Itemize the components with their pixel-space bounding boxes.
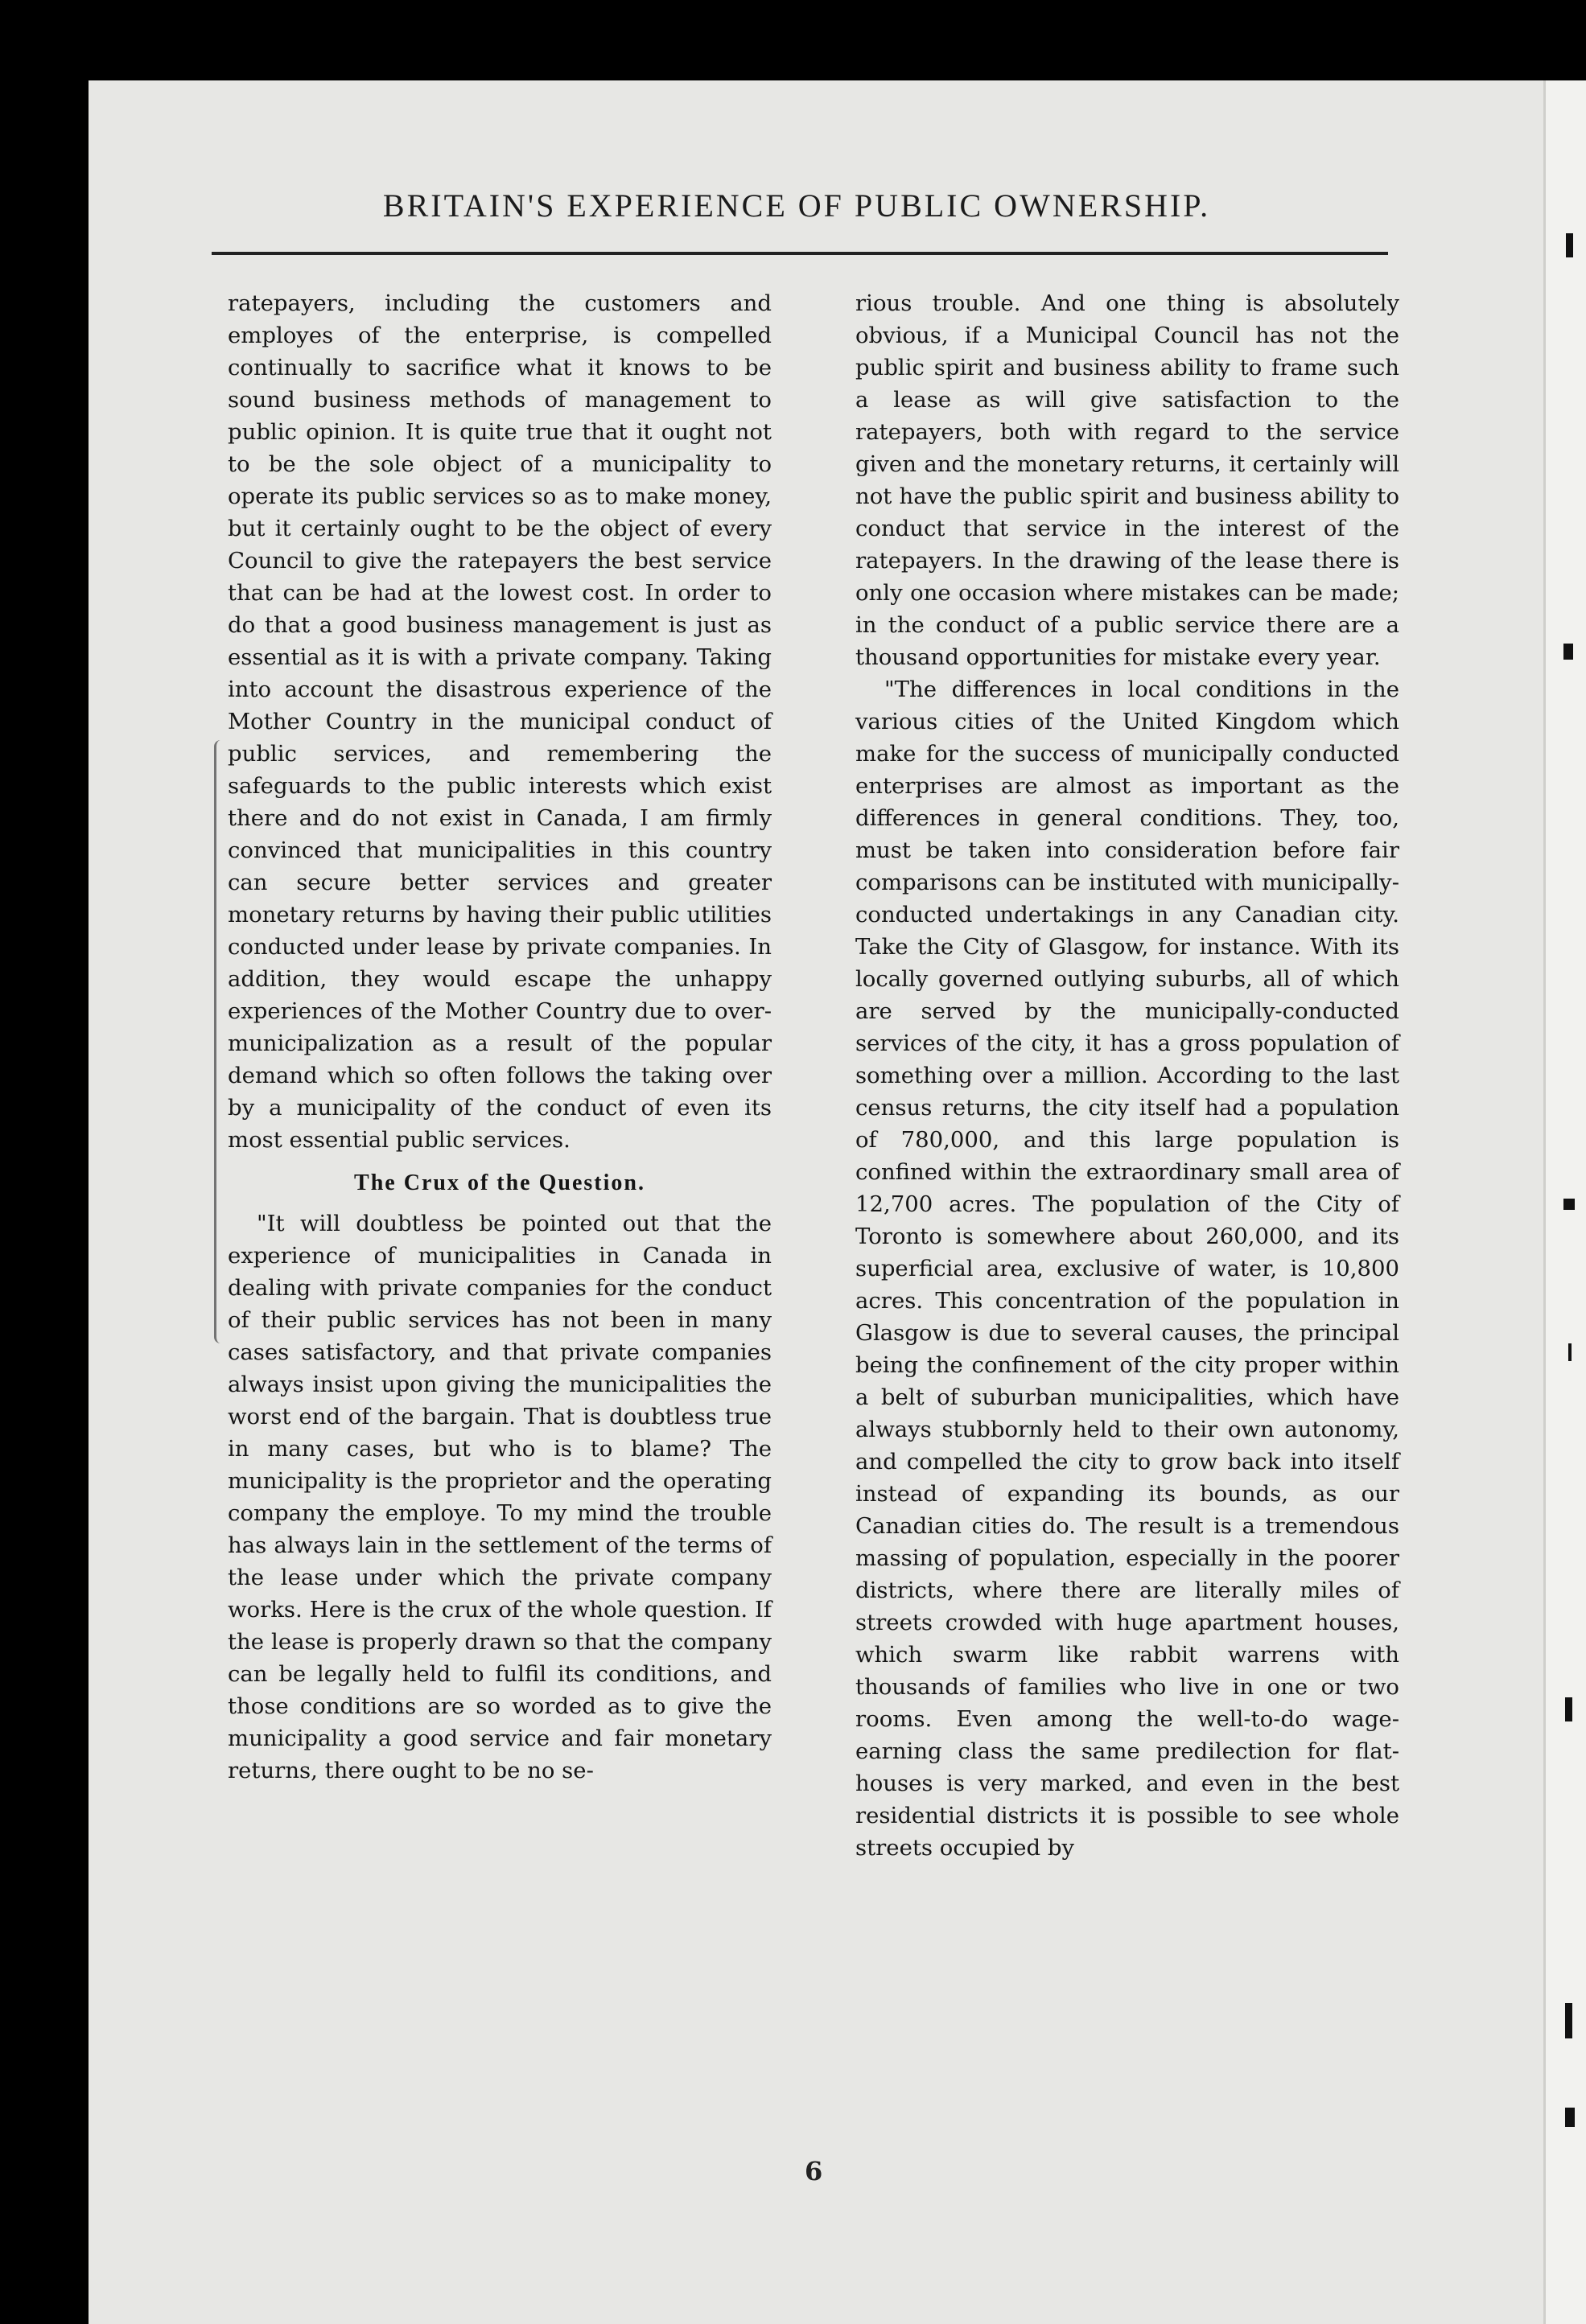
adjacent-page-edge <box>1543 80 1586 2324</box>
body-paragraph: ratepayers, including the customers and employes of the enterprise, is compelled continually to sacrifice what it knows to be sound business methods of management to public opinion. It is quite true that it ought not to be the sole object of a municipality to operate its public services so as to make money, but it certainly ought to be the object of every Council to give the ratepayers the best service that can be had at the lowest cost. In order to do that a good business management is just as essential as it is with a private company. Taking into account the disastrous experience of the Mother Country in the municipal conduct of public services, and remembering the safeguards to the public interests which exist there and do not exist in Canada, I am firmly convinced that municipalities in this country can secure better services and greater monetary returns by having their public utilities conducted under lease by private companies. In addition, they would escape the unhappy experiences of the Mother Country due to over-municipalization as a result of the popular demand which so often follows the taking over by a municipality of the conduct of even its most essential public services. <box>228 290 772 1153</box>
right-column <box>855 287 1399 1864</box>
binding-mark <box>1565 2003 1572 2038</box>
binding-mark <box>1565 1697 1572 1721</box>
binding-mark <box>1565 2108 1575 2127</box>
header-rule <box>212 252 1388 255</box>
binding-mark <box>1568 1343 1572 1361</box>
running-head: BRITAIN'S EXPERIENCE OF PUBLIC OWNERSHIP. <box>382 187 1211 224</box>
body-paragraph: "The differences in local conditions in the various cities of the United Kingdom which make for the success of municipally conducted enterprises are almost as important as the differences in general conditions. They, too, must be taken into consideration before fair comparisons can be instituted with municipally-conducted undertakings in any Canadian city. Take the City of Glasgow, for instance. With its locally governed outlying suburbs, all of which are served by the municipally-conducted services of the city, it has a gross population of something over a million. According to the last census returns, the city itself had a population of 780,000, and this large population is confined within the extraordinary small area of 12,700 acres. The population of the City of Toronto is somewhere about 260,000, and its superficial area, exclusive of water, is 10,800 acres. This concentration of the population in Glasgow is due to several causes, the principal being the confinement of the city proper within a belt of suburban municipalities, which have always stubbornly held to their own autonomy, and compelled the city to grow back into itself instead of expanding its bounds, as our Canadian cities do. The result is a tremendous massing of population, especially in the poorer districts, where there are literally miles of streets crowded with huge apartment houses, which swarm like rabbit warrens with thousands of families who live in one or two rooms. Even among the well-to-do wage-earning class the same predilection for flat-houses is very marked, and even in the best residential districts it is possible to see whole streets occupied by <box>855 677 1399 1861</box>
binding-mark <box>1563 1199 1575 1210</box>
body-paragraph: "It will doubtless be pointed out that the experience of municipalities in Canada in dealing with private companies for the conduct of their public services has not been in many cases satisfactory, and that private companies always insist upon giving the municipalities the worst end of the bargain. That is doubtless true in many cases, but who is to blame? The municipality is the proprietor and the operating company the employe. To my mind the trouble has always lain in the settlement of the terms of the lease under which the private company works. Here is the crux of the whole question. If the lease is properly drawn so that the company can be legally held to fulfil its conditions, and those conditions are so worded as to give the municipality a good service and fair monetary returns, there ought to be no se- <box>228 1211 772 1783</box>
section-subhead: The Crux of the Question. <box>354 1170 645 1195</box>
binding-mark <box>1566 233 1573 257</box>
body-paragraph: rious trouble. And one thing is absolutely obvious, if a Municipal Council has not the public spirit and business ability to frame such a lease as will give satisfaction to the ratepayers, both with regard to the service given and the monetary returns, it certainly will not have the public spirit and business ability to conduct that service in the interest of the ratepayers. In the drawing of the lease there is only one occasion where mistakes can be made; in the conduct of a public service there are a thousand opportunities for mistake every year. <box>855 290 1399 670</box>
page-number: 6 <box>805 2156 823 2186</box>
binding-mark <box>1563 644 1573 660</box>
margin-pencil-mark <box>214 740 225 1343</box>
left-column <box>228 287 772 1787</box>
